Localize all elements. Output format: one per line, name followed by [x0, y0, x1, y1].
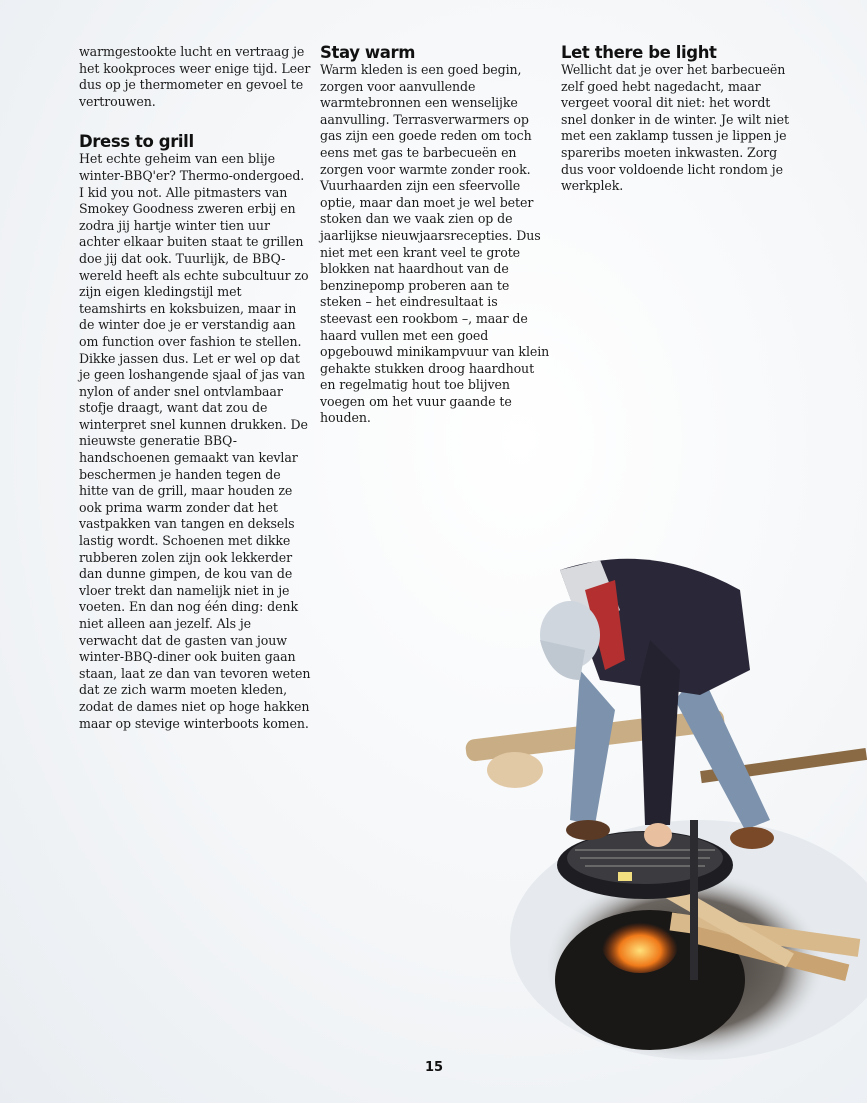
- intro-paragraph: warmgestookte lucht en vertraag je het kookproces weer enige tijd. Leer dus op je thermometer en gevoel te vertrouwen.: [79, 44, 311, 109]
- heading-dress-to-grill: Dress to grill: [79, 132, 194, 152]
- text-column-middle: [320, 44, 552, 427]
- man-grilling: [540, 559, 774, 849]
- text-column-left: [79, 44, 311, 732]
- page-number: 15: [424, 1060, 444, 1075]
- photo-man-grilling-in-snow: [400, 520, 867, 1080]
- heading-let-there-be-light: Let there be light: [561, 43, 717, 62]
- butter-piece: [618, 872, 632, 881]
- text-column-right: [561, 44, 789, 195]
- heading-stay-warm: Stay warm: [320, 43, 416, 62]
- fire-flames: [602, 917, 678, 973]
- let-there-be-light-body: Wellicht dat je over het barbecueën zelf goed hebt nagedacht, maar vergeet vooral dit niet: het wordt snel donker in de winter. Je wilt niet met een zaklamp tussen je lippen je spareribs moeten inkwasten. Zorg dus voor voldoende licht rondom je werkplek.: [561, 62, 789, 194]
- dress-to-grill-body: Het echte geheim van een blije winter-BBQ'er? Thermo-ondergoed. I kid you not. Alle pitmasters van Smokey Goodness zweren erbij en zodra jij hartje winter tien uur achter elkaar buiten staat te grillen doe jij dat ook. Tuurlijk, de BBQ-wereld heeft als echte subcultuur zo zijn eigen kledingstijl met teamshirts en koksbuizen, maar in de winter doe je er verstandig aan om function over fashion te stellen. Dikke jassen dus. Let er wel op dat je geen loshangende sjaal of jas van nylon of ander snel ontvlambaar stofje draagt, want dat zou de winterpret snel kunnen drukken. De nieuwste generatie BBQ-handschoenen gemaakt van kevlar beschermen je handen tegen de hitte van de grill, maar houden ze ook prima warm zonder dat het vastpakken van tangen en deksels lastig wordt. Schoenen met dikke rubberen zolen zijn ook lekkerder dan dunne gimpen, de kou van de vloer trekt dan namelijk niet in je voeten. En dan nog één ding: denk niet alleen aan jezelf. Als je verwacht dat de gasten van jouw winter-BBQ-diner ook buiten gaan staan, laat ze dan van tevoren weten dat ze zich warm moeten kleden, zodat de dames niet op hoge hakken maar op stevige winterboots komen.: [79, 151, 311, 731]
- stay-warm-body: Warm kleden is een goed begin, zorgen voor aanvullende warmtebronnen een wenselijke aanvulling. Terrasverwarmers op gas zijn een goede reden om toch eens met gas te barbecueën en zorgen voor warmte zonder rook. Vuurhaarden zijn een sfeervolle optie, maar dan moet je wel beter stoken dan we vaak zien op de jaarlijkse nieuwjaarsrecepties. Dus niet met een krant veel te grote blokken nat haardhout van de benzinepomp proberen aan te steken – het eindresultaat is steevast een rookbom –, maar de haard vullen met een goed opgebouwd minikampvuur van klein gehakte stukken droog haardhout en regelmatig hout toe blijven voegen om het vuur gaande te houden.: [320, 62, 550, 426]
